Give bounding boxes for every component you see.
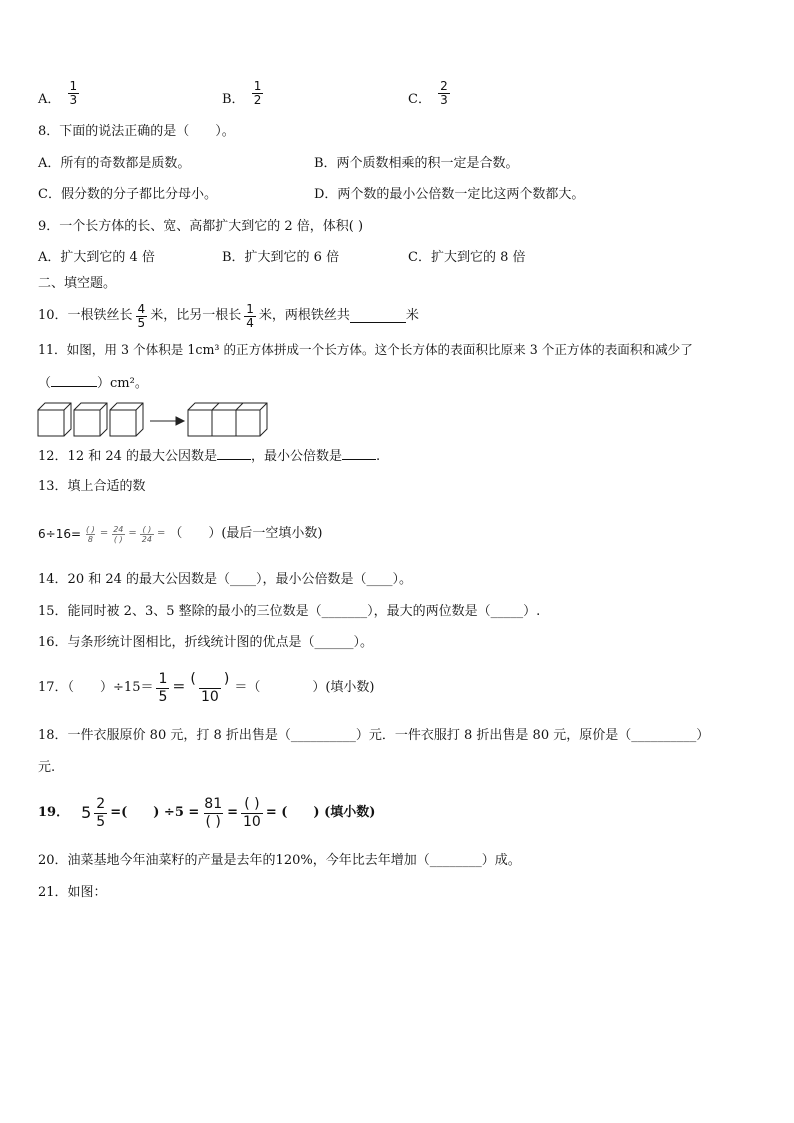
cube-1 — [38, 403, 71, 436]
q15: 15．能同时被 2、3、5 整除的最小的三位数是（_______），最大的两位数是（_____）. — [38, 604, 541, 619]
q19-f3-numerator[interactable]: ( ) — [244, 795, 260, 812]
q17-f2-numerator[interactable]: ( ) — [190, 670, 230, 687]
q17-f1-denominator: 5 — [158, 688, 168, 705]
q13-f2-denominator: ( ) — [113, 534, 123, 544]
q17-fraction-1 — [156, 671, 169, 706]
q10-text-2: 米，比另一根长 — [150, 308, 242, 323]
q7-c-denominator: 3 — [440, 93, 448, 107]
q7-a-label: A． — [38, 92, 61, 107]
q8-option-d: D．两个数的最小公倍数一定比这两个数都大。 — [314, 187, 585, 202]
q11-line-1: 11．如图，用 3 个体积是 1cm³ 的正方体拼成一个长方体。这个长方体的表面积比原来 3 个正方体的表面积和减少了 — [38, 342, 693, 357]
q12 — [38, 447, 380, 465]
q8-stem: 8．下面的说法正确的是（ ）。 — [38, 124, 235, 139]
q14: 14．20 和 24 的最大公因数是（____），最小公倍数是（____）。 — [38, 572, 413, 587]
q13-fraction-2 — [111, 525, 125, 544]
q13-f3-numerator: ( ) — [142, 524, 152, 534]
q13-f3-denominator: 24 — [141, 534, 152, 544]
q12-text-3: . — [376, 449, 381, 464]
q7-option-a — [38, 79, 82, 113]
cuboid — [188, 403, 267, 436]
q19-fraction-3 — [241, 796, 263, 831]
q11-close-paren: ）cm²。 — [97, 376, 148, 391]
q13-tail: （ ）(最后一空填小数) — [169, 526, 323, 541]
q13-fraction-3 — [140, 525, 154, 544]
q19-text-4: = ( ) (填小数) — [265, 805, 376, 820]
q10-f1-numerator: 4 — [137, 301, 146, 316]
q19-number: 19． — [38, 805, 70, 820]
q20: 20．油菜基地今年油菜籽的产量是去年的120%，今年比去年增加（________）成。 — [38, 853, 521, 868]
q10-f2-numerator: 1 — [246, 301, 254, 316]
q19-f2-numerator: 81 — [204, 795, 223, 812]
q7-a-numerator: 1 — [69, 79, 78, 93]
q9-stem: 9．一个长方体的长、宽、高都扩大到它的 2 倍，体积( ) — [38, 219, 364, 234]
q7-b-fraction — [252, 80, 264, 107]
q7-option-b — [222, 79, 266, 113]
q12-lcm-blank[interactable] — [342, 447, 376, 460]
q21: 21．如图： — [38, 885, 107, 900]
q19-f3-denominator: 10 — [243, 813, 261, 830]
q16: 16．与条形统计图相比，折线统计图的优点是（______）。 — [38, 635, 374, 650]
q7-option-c — [408, 79, 453, 113]
q7-a-denominator: 3 — [69, 93, 78, 107]
q19-mixed-fraction — [94, 796, 107, 831]
q13-fraction-1 — [84, 525, 97, 544]
q18-line-1: 18．一件衣服原价 80 元，打 8 折出售是（__________）元．一件衣服打 8 折出售是 80 元，原价是（__________） — [38, 728, 710, 743]
q10-answer-blank[interactable] — [350, 310, 406, 323]
cube-2 — [74, 403, 107, 436]
q10-text-3: 米，两根铁丝共 — [258, 308, 350, 323]
q9-option-a: A．扩大到它的 4 倍 — [38, 250, 155, 265]
q17-fraction-2 — [188, 671, 231, 706]
q7-a-fraction — [68, 80, 80, 107]
q8-option-a: A．所有的奇数都是质数。 — [38, 156, 191, 171]
q13-f1-denominator: 8 — [87, 534, 93, 544]
q7-c-fraction — [438, 80, 450, 107]
q10-text-1: 10．一根铁丝长 — [38, 308, 133, 323]
q18-line-2: 元. — [38, 760, 56, 775]
q10-text-4: 米 — [405, 308, 419, 323]
q13-f1-numerator: ( ) — [86, 524, 95, 534]
q19-text-3: = — [227, 805, 239, 820]
q13-expr-start: 6÷16= — [38, 527, 82, 541]
q12-gcd-blank[interactable] — [217, 447, 251, 460]
section-heading: 二、填空题。 — [38, 276, 117, 291]
q8-option-c: C．假分数的分子都比分母小。 — [38, 187, 217, 202]
q9-option-b: B．扩大到它的 6 倍 — [222, 250, 340, 265]
q10-f1-denominator: 5 — [137, 315, 146, 330]
q11-open-paren: （ — [38, 376, 52, 391]
q17-f2-denominator: 10 — [200, 688, 219, 705]
q12-text-1: 12．12 和 24 的最大公因数是 — [38, 449, 218, 464]
q10-fraction-2 — [244, 303, 256, 330]
q19-whole-number: 5 — [81, 803, 92, 822]
q7-b-label: B． — [222, 92, 245, 107]
q8-option-b: B．两个质数相乘的积一定是合数。 — [314, 156, 519, 171]
q19 — [38, 790, 375, 836]
q7-b-numerator: 1 — [253, 79, 262, 93]
q19-fraction-2 — [202, 796, 224, 831]
q7-c-label: C． — [408, 92, 431, 107]
q19-m-denominator: 5 — [96, 813, 106, 830]
q7-b-denominator: 2 — [253, 93, 262, 107]
q19-text-2: =( ) ÷5 = — [110, 805, 200, 820]
q7-c-numerator: 2 — [440, 79, 448, 93]
cube-3 — [110, 403, 143, 436]
q13-stem: 13．填上合适的数 — [38, 479, 146, 494]
arrow-icon — [150, 417, 184, 425]
q10-fraction-1 — [136, 303, 148, 330]
q10 — [38, 300, 419, 332]
q9-option-c: C．扩大到它的 8 倍 — [408, 250, 526, 265]
q17-f1-numerator: 1 — [158, 670, 168, 687]
q17-text-2: ＝（ ）(填小数) — [234, 680, 375, 695]
q19-f2-denominator[interactable]: ( ) — [205, 813, 221, 830]
q12-text-2: ，最小公倍数是 — [251, 449, 343, 464]
q13-expression: 6÷16= $\frac{( )}{8}$ = $\frac{24}{( )}$ = $\frac{( )}{24}$ = （ ）(最后一空填小数) — [38, 524, 323, 544]
q17-equals: ＝ — [172, 680, 186, 695]
q17 — [38, 666, 375, 710]
q13-f2-numerator: 24 — [113, 524, 124, 534]
q19-m-numerator: 2 — [96, 795, 106, 812]
q10-f2-denominator: 4 — [246, 315, 254, 330]
cubes-figure — [36, 400, 268, 440]
q17-text-1: 17．（ ）÷15＝ — [38, 680, 154, 695]
q11-answer-blank[interactable] — [51, 374, 97, 387]
q11-line-2 — [38, 374, 148, 392]
